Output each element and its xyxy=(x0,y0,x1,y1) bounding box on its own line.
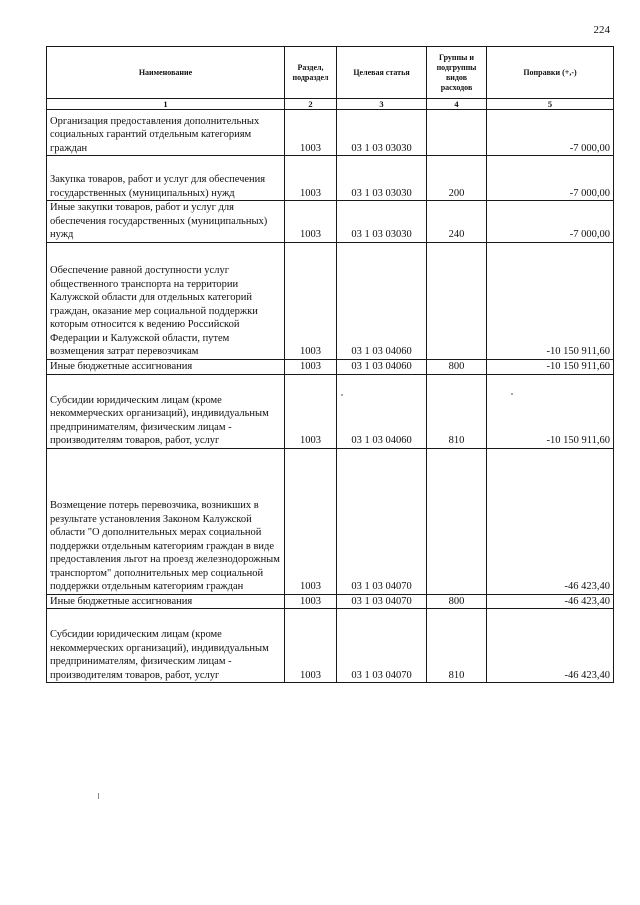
budget-amendments-table xyxy=(46,46,614,683)
row-name: Обеспечение равной доступности услуг общественного транспорта на территории Калужской области для отдельных категорий граждан, оказание мер социальной поддержки которым относится к ведению Российской Федерации и Калужской области, путем возмещения затрат перевозчикам xyxy=(47,242,285,359)
row-target: 03 1 03 03030 xyxy=(337,156,427,201)
table-row xyxy=(47,448,614,594)
column-number: 1 xyxy=(47,99,285,110)
header-name: Наименование xyxy=(47,47,285,99)
row-section: 1003 xyxy=(285,594,337,609)
row-name: Возмещение потерь перевозчика, возникших в результате установления Законом Калужской области "О дополнительных мерах социальной поддержки отдельным категориям граждан в виде предоставления льгот на проезд железнодорожным транспортом" дополнительных мер социальной поддержки отдельным категориям граждан xyxy=(47,448,285,594)
row-group: 240 xyxy=(427,201,487,243)
row-section: 1003 xyxy=(285,359,337,374)
row-group xyxy=(427,110,487,156)
table-row xyxy=(47,110,614,156)
row-target: 03 1 03 04070 xyxy=(337,594,427,609)
column-number: 3 xyxy=(337,99,427,110)
row-target: 03 1 03 04060 xyxy=(337,374,427,448)
row-name: Организация предоставления дополнительных социальных гарантий отдельным категориям граждан xyxy=(47,110,285,156)
table-row xyxy=(47,374,614,448)
row-section: 1003 xyxy=(285,242,337,359)
row-target: 03 1 03 03030 xyxy=(337,201,427,243)
row-group: 200 xyxy=(427,156,487,201)
header-target: Целевая статья xyxy=(337,47,427,99)
row-group: 800 xyxy=(427,594,487,609)
row-amount: -7 000,00 xyxy=(487,110,614,156)
row-amount: -10 150 911,60 xyxy=(487,359,614,374)
row-section: 1003 xyxy=(285,374,337,448)
header-section: Раздел, подраздел xyxy=(285,47,337,99)
table-header-row xyxy=(47,47,614,99)
row-section: 1003 xyxy=(285,110,337,156)
row-section: 1003 xyxy=(285,156,337,201)
row-amount: -7 000,00 xyxy=(487,201,614,243)
row-group xyxy=(427,448,487,594)
row-amount: -7 000,00 xyxy=(487,156,614,201)
table-row xyxy=(47,201,614,243)
column-number: 2 xyxy=(285,99,337,110)
row-amount: -46 423,40 xyxy=(487,609,614,683)
table-row xyxy=(47,242,614,359)
row-amount: -46 423,40 xyxy=(487,594,614,609)
row-amount: -10 150 911,60 xyxy=(487,242,614,359)
row-section: 1003 xyxy=(285,448,337,594)
row-section: 1003 xyxy=(285,609,337,683)
table-row xyxy=(47,359,614,374)
header-groups: Группы и подгруппы видов расходов xyxy=(427,47,487,99)
table-row xyxy=(47,156,614,201)
row-target: 03 1 03 04070 xyxy=(337,448,427,594)
scan-speck xyxy=(511,393,513,395)
page-number: 224 xyxy=(593,24,610,36)
table-row xyxy=(47,609,614,683)
header-amendments: Поправки (+,-) xyxy=(487,47,614,99)
row-target: 03 1 03 04070 xyxy=(337,609,427,683)
row-name: Иные закупки товаров, работ и услуг для обеспечения государственных (муниципальных) нужд xyxy=(47,201,285,243)
column-number: 5 xyxy=(487,99,614,110)
row-amount: -46 423,40 xyxy=(487,448,614,594)
row-group: 810 xyxy=(427,609,487,683)
row-target: 03 1 03 04060 xyxy=(337,359,427,374)
row-group xyxy=(427,242,487,359)
row-group: 800 xyxy=(427,359,487,374)
column-number-row xyxy=(47,99,614,110)
row-section: 1003 xyxy=(285,201,337,243)
row-name: Иные бюджетные ассигнования xyxy=(47,594,285,609)
row-name: Субсидии юридическим лицам (кроме некоммерческих организаций), индивидуальным предпринимателям, физическим лицам - производителям товаров, работ, услуг xyxy=(47,609,285,683)
row-amount: -10 150 911,60 xyxy=(487,374,614,448)
scan-speck xyxy=(341,394,343,396)
row-target: 03 1 03 04060 xyxy=(337,242,427,359)
row-name: Закупка товаров, работ и услуг для обеспечения государственных (муниципальных) нужд xyxy=(47,156,285,201)
row-target: 03 1 03 03030 xyxy=(337,110,427,156)
table-row xyxy=(47,594,614,609)
row-name: Субсидии юридическим лицам (кроме некоммерческих организаций), индивидуальным предпринимателям, физическим лицам - производителям товаров, работ, услуг xyxy=(47,374,285,448)
row-name: Иные бюджетные ассигнования xyxy=(47,359,285,374)
column-number: 4 xyxy=(427,99,487,110)
row-group: 810 xyxy=(427,374,487,448)
scan-speck xyxy=(98,793,99,799)
